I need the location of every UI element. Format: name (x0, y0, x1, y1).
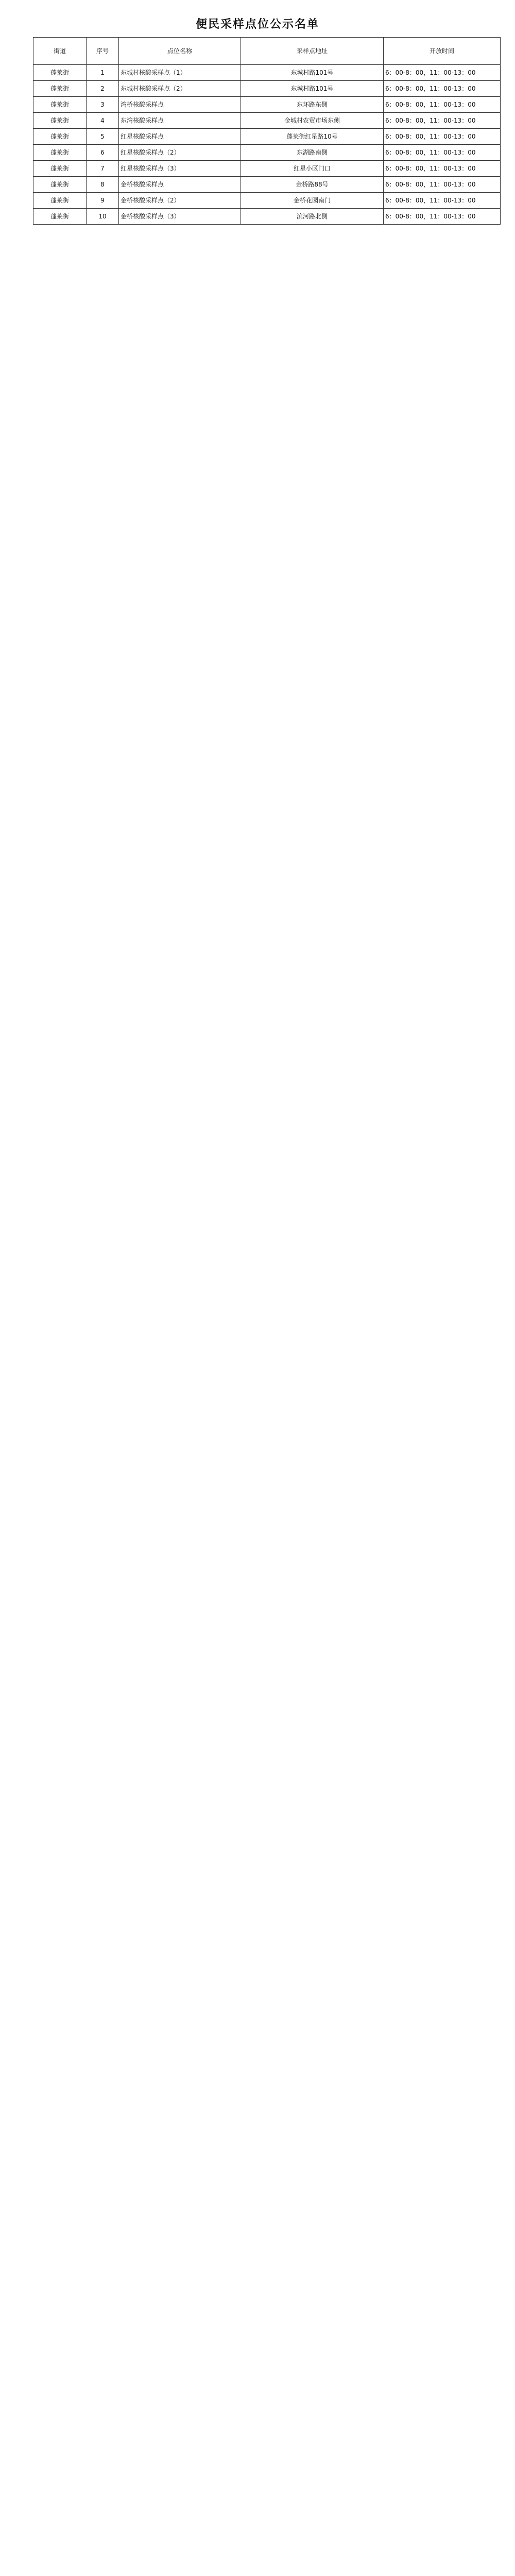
table-row (33, 129, 501, 145)
table-row (33, 97, 501, 113)
table-row (33, 145, 501, 161)
cell-index: 1 (87, 65, 119, 81)
cell-district: 蓬莱街 (33, 65, 87, 81)
cell-index: 9 (87, 193, 119, 209)
table-header-row (33, 38, 501, 65)
cell-open-hours: 6：00-8：00，11：00-13：00 (384, 193, 501, 209)
cell-address: 金桥路88号 (241, 177, 384, 193)
cell-district: 蓬莱街 (33, 81, 87, 97)
cell-district: 蓬莱街 (33, 161, 87, 177)
cell-open-hours: 6：00-8：00，11：00-13：00 (384, 113, 501, 129)
column-header-address: 采样点地址 (241, 38, 384, 65)
cell-site-name: 东湾核酸采样点 (119, 113, 241, 129)
table-row (33, 177, 501, 193)
cell-district: 蓬莱街 (33, 129, 87, 145)
cell-site-name: 东城村核酸采样点（2） (119, 81, 241, 97)
cell-district: 蓬莱街 (33, 193, 87, 209)
table-row (33, 65, 501, 81)
cell-index: 2 (87, 81, 119, 97)
cell-open-hours: 6：00-8：00，11：00-13：00 (384, 129, 501, 145)
table-row (33, 113, 501, 129)
cell-index: 4 (87, 113, 119, 129)
cell-address: 金桥花园南门 (241, 193, 384, 209)
cell-open-hours: 6：00-8：00，11：00-13：00 (384, 81, 501, 97)
cell-index: 7 (87, 161, 119, 177)
column-header-index: 序号 (87, 38, 119, 65)
column-header-open-hours: 开放时间 (384, 38, 501, 65)
cell-address: 红星小区门口 (241, 161, 384, 177)
table-row (33, 81, 501, 97)
cell-site-name: 红星核酸采样点（3） (119, 161, 241, 177)
cell-index: 3 (87, 97, 119, 113)
cell-address: 东城村路101号 (241, 81, 384, 97)
cell-open-hours: 6：00-8：00，11：00-13：00 (384, 145, 501, 161)
cell-address: 金城村农贸市场东侧 (241, 113, 384, 129)
cell-district: 蓬莱街 (33, 113, 87, 129)
cell-address: 东环路东侧 (241, 97, 384, 113)
cell-open-hours: 6：00-8：00，11：00-13：00 (384, 209, 501, 225)
cell-district: 蓬莱街 (33, 145, 87, 161)
page-title: 便民采样点位公示名单 (195, 18, 319, 31)
table-row (33, 193, 501, 209)
cell-address: 东湖路南侧 (241, 145, 384, 161)
cell-open-hours: 6：00-8：00，11：00-13：00 (384, 97, 501, 113)
cell-index: 10 (87, 209, 119, 225)
sampling-sites-table (33, 37, 501, 225)
cell-site-name: 红星核酸采样点 (119, 129, 241, 145)
cell-site-name: 金桥核酸采样点 (119, 177, 241, 193)
cell-site-name: 湾桥核酸采样点 (119, 97, 241, 113)
cell-address: 蓬莱街红星路10号 (241, 129, 384, 145)
column-header-site-name: 点位名称 (119, 38, 241, 65)
cell-open-hours: 6：00-8：00，11：00-13：00 (384, 177, 501, 193)
table-body (33, 65, 501, 225)
cell-address: 东城村路101号 (241, 65, 384, 81)
table-row (33, 161, 501, 177)
cell-index: 5 (87, 129, 119, 145)
cell-open-hours: 6：00-8：00，11：00-13：00 (384, 161, 501, 177)
cell-open-hours: 6：00-8：00，11：00-13：00 (384, 65, 501, 81)
column-header-district: 街道 (33, 38, 87, 65)
cell-district: 蓬莱街 (33, 97, 87, 113)
cell-district: 蓬莱街 (33, 177, 87, 193)
cell-index: 6 (87, 145, 119, 161)
cell-site-name: 东城村核酸采样点（1） (119, 65, 241, 81)
cell-site-name: 红星核酸采样点（2） (119, 145, 241, 161)
cell-index: 8 (87, 177, 119, 193)
cell-address: 滨河路北侧 (241, 209, 384, 225)
cell-district: 蓬莱街 (33, 209, 87, 225)
cell-site-name: 金桥核酸采样点（3） (119, 209, 241, 225)
cell-site-name: 金桥核酸采样点（2） (119, 193, 241, 209)
table-row (33, 209, 501, 225)
